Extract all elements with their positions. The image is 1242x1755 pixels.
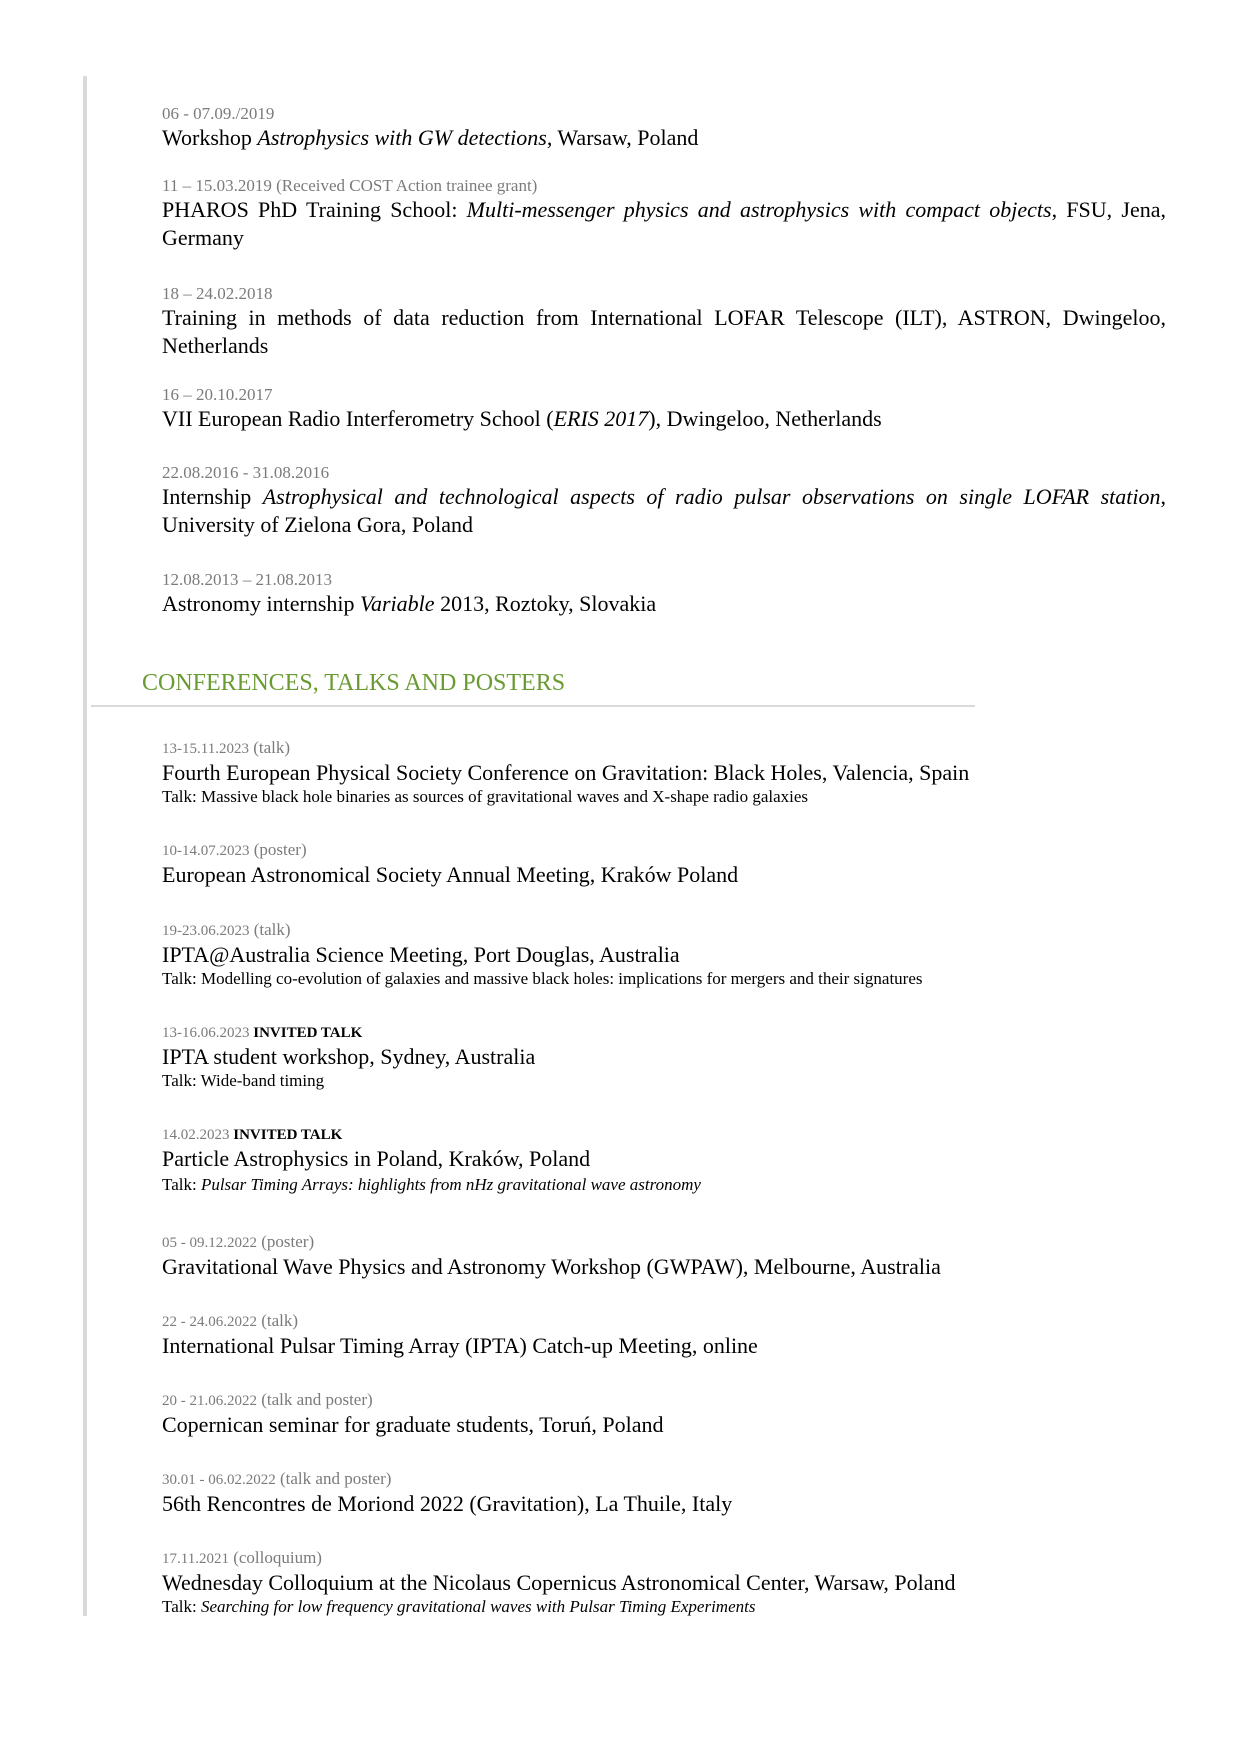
training-entry (162, 570, 1166, 618)
entry-date: 12.08.2013 – 21.08.2013 (162, 570, 332, 589)
entry-date: 10-14.07.2023 (poster) (162, 840, 307, 859)
entry-title: Workshop Astrophysics with GW detections, Warsaw, Poland (162, 125, 699, 150)
entry-date: 16 – 20.10.2017 (162, 385, 273, 404)
training-entry (162, 284, 1166, 360)
left-margin-rule (83, 76, 87, 1616)
entry-date: 06 - 07.09./2019 (162, 104, 275, 123)
entry-date: 22.08.2016 - 31.08.2016 (162, 463, 330, 482)
training-entry (162, 385, 1166, 433)
entry-title: Particle Astrophysics in Poland, Kraków, Poland (162, 1146, 591, 1171)
conference-entry (162, 1232, 1166, 1281)
entry-title: 56th Rencontres de Moriond 2022 (Gravitation), La Thuile, Italy (162, 1491, 733, 1516)
entry-title: Internship Astrophysical and technological aspects of radio pulsar observations on single LOFAR station, University of Zielona Gora, Poland (162, 484, 1166, 537)
talk-description: Talk: Pulsar Timing Arrays: highlights from nHz gravitational wave astronomy (162, 1175, 701, 1194)
entry-title: European Astronomical Society Annual Meeting, Kraków Poland (162, 862, 739, 887)
entry-title: Astronomy internship Variable 2013, Roztoky, Slovakia (162, 591, 657, 616)
entry-date: 22 - 24.06.2022 (talk) (162, 1311, 299, 1330)
entry-title: International Pulsar Timing Array (IPTA) Catch-up Meeting, online (162, 1333, 758, 1358)
entry-date: 17.11.2021 (colloquium) (162, 1548, 322, 1567)
entry-title: IPTA@Australia Science Meeting, Port Douglas, Australia (162, 942, 680, 967)
entry-date: 11 – 15.03.2019 (Received COST Action trainee grant) (162, 176, 538, 195)
entry-date: 19-23.06.2023 (talk) (162, 920, 291, 939)
entry-title: Copernican seminar for graduate students, Toruń, Poland (162, 1412, 664, 1437)
entry-title: Training in methods of data reduction from International LOFAR Telescope (ILT), ASTRON, Dwingeloo, Netherlands (162, 305, 1166, 358)
entry-title: Fourth European Physical Society Conference on Gravitation: Black Holes, Valencia, Spain (162, 760, 970, 785)
entry-title: Gravitational Wave Physics and Astronomy Workshop (GWPAW), Melbourne, Australia (162, 1254, 941, 1279)
training-entry (162, 463, 1166, 539)
entry-date: 14.02.2023 INVITED TALK (162, 1127, 343, 1143)
conference-entry (162, 1311, 1166, 1360)
conference-entry (162, 738, 1166, 807)
conference-entry (162, 1390, 1166, 1439)
section-title: CONFERENCES, TALKS AND POSTERS (142, 670, 566, 696)
talk-description: Talk: Modelling co-evolution of galaxies and massive black holes: implications for mergers and their signatures (162, 969, 923, 988)
conference-entry (162, 840, 1166, 889)
conference-entry (162, 1469, 1166, 1518)
entry-date: 18 – 24.02.2018 (162, 284, 273, 303)
entry-date: 20 - 21.06.2022 (talk and poster) (162, 1390, 373, 1409)
conference-entry (162, 1124, 1166, 1195)
section-divider (91, 705, 975, 707)
talk-description: Talk: Massive black hole binaries as sources of gravitational waves and X-shape radio galaxies (162, 787, 809, 806)
conference-entry (162, 1548, 1166, 1617)
conference-entry (162, 920, 1166, 989)
entry-date: 30.01 - 06.02.2022 (talk and poster) (162, 1469, 392, 1488)
entry-title: PHAROS PhD Training School: Multi-messenger physics and astrophysics with compact objects, FSU, Jena, Germany (162, 197, 1166, 250)
entry-title: IPTA student workshop, Sydney, Australia (162, 1044, 536, 1069)
training-entry (162, 104, 1166, 152)
entry-date: 05 - 09.12.2022 (poster) (162, 1232, 315, 1251)
talk-description: Talk: Searching for low frequency gravitational waves with Pulsar Timing Experiments (162, 1597, 756, 1616)
entry-date: 13-15.11.2023 (talk) (162, 738, 291, 757)
entry-title: Wednesday Colloquium at the Nicolaus Copernicus Astronomical Center, Warsaw, Poland (162, 1570, 956, 1595)
conference-entry (162, 1022, 1166, 1091)
entry-date: 13-16.06.2023 INVITED TALK (162, 1025, 363, 1041)
talk-description: Talk: Wide-band timing (162, 1071, 325, 1090)
entry-title: VII European Radio Interferometry School (ERIS 2017), Dwingeloo, Netherlands (162, 406, 882, 431)
training-entry (162, 176, 1166, 252)
